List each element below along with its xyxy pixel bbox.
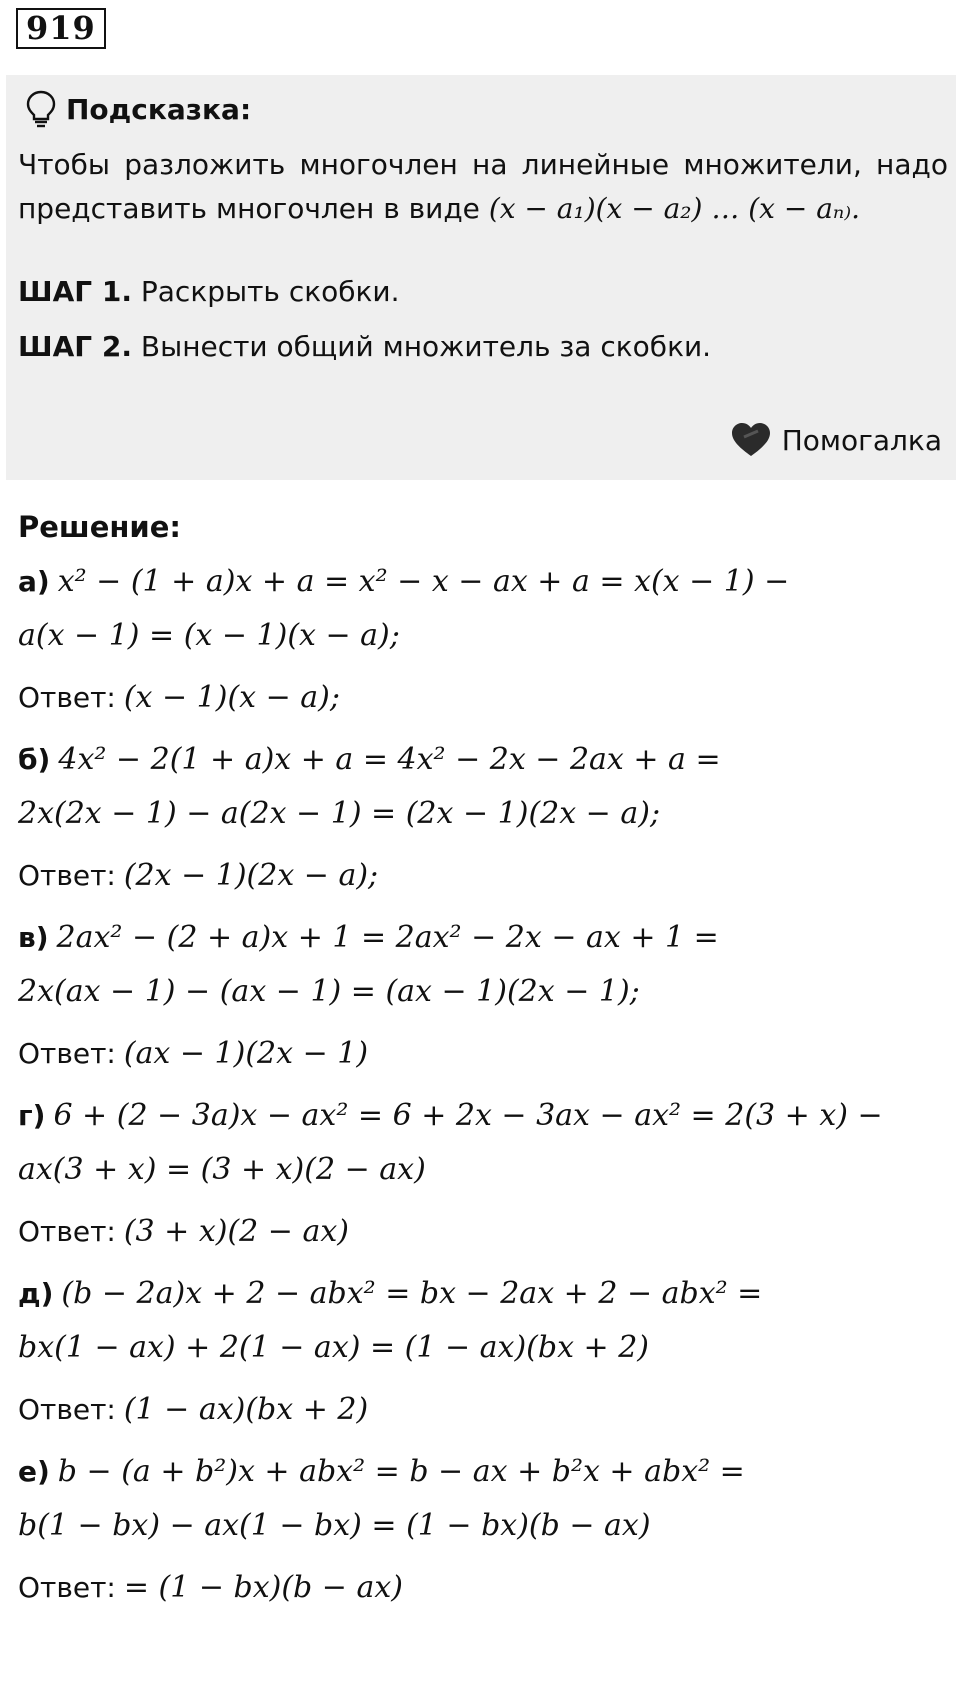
item-label: е) xyxy=(18,1455,50,1488)
solution-section xyxy=(18,505,948,1623)
item-line-2: bx(1 − ax) + 2(1 − ax) = (1 − ax)(bx + 2) xyxy=(18,1330,649,1365)
hint-header xyxy=(24,89,251,129)
answer-value: (3 + x)(2 − ax) xyxy=(123,1214,349,1249)
answer-value: (2x − 1)(2x − a); xyxy=(123,858,379,893)
hint-text-body: Чтобы разложить многочлен на линейные множители, надо представить многочлен в виде xyxy=(18,148,948,225)
item-line-2: ax(3 + x) = (3 + x)(2 − ax) xyxy=(18,1152,426,1187)
hint-formula: (x − a₁)(x − a₂) … (x − aₙ₎. xyxy=(488,192,861,225)
step-1-text: Раскрыть скобки. xyxy=(140,275,400,308)
item-line-2: b(1 − bx) − ax(1 − bx) = (1 − bx)(b − ax) xyxy=(18,1508,651,1543)
item-line-1: 2ax² − (2 + a)x + 1 = 2ax² − 2x − ax + 1 = xyxy=(56,920,719,955)
brand-link[interactable] xyxy=(730,421,942,459)
step-2-label: ШАГ 2. xyxy=(18,330,132,363)
solution-item-v xyxy=(18,911,948,1089)
hint-step-1 xyxy=(18,275,400,308)
answer-label: Ответ: xyxy=(18,1037,116,1070)
solution-item-a xyxy=(18,555,948,733)
item-line-1: x² − (1 + a)x + a = x² − x − ax + a = x(x − 1) − xyxy=(57,564,790,599)
answer-value: (x − 1)(x − a); xyxy=(123,680,340,715)
item-line-1: (b − 2a)x + 2 − abx² = bx − 2ax + 2 − abx² = xyxy=(61,1276,763,1311)
answer-value: = (1 − bx)(b − ax) xyxy=(123,1570,403,1605)
solution-item-e xyxy=(18,1445,948,1623)
item-label: в) xyxy=(18,921,49,954)
hint-text xyxy=(18,143,948,231)
problem-number: 919 xyxy=(16,8,106,49)
answer-label: Ответ: xyxy=(18,1571,116,1604)
item-label: г) xyxy=(18,1099,46,1132)
heart-icon xyxy=(730,421,772,459)
brand-name: Помогалка xyxy=(781,423,942,457)
answer-label: Ответ: xyxy=(18,681,116,714)
step-1-label: ШАГ 1. xyxy=(18,275,132,308)
answer-label: Ответ: xyxy=(18,859,116,892)
item-label: д) xyxy=(18,1277,54,1310)
solution-item-b xyxy=(18,733,948,911)
item-line-2: a(x − 1) = (x − 1)(x − a); xyxy=(18,618,400,653)
step-2-text: Вынести общий множитель за скобки. xyxy=(140,330,712,363)
answer-label: Ответ: xyxy=(18,1215,116,1248)
item-line-1: b − (a + b²)x + abx² = b − ax + b²x + abx² = xyxy=(57,1454,745,1489)
item-line-2: 2x(ax − 1) − (ax − 1) = (ax − 1)(2x − 1); xyxy=(18,974,640,1009)
lightbulb-icon xyxy=(24,89,58,129)
item-line-1: 6 + (2 − 3a)x − ax² = 6 + 2x − 3ax − ax² = 2(3 + x) − xyxy=(53,1098,883,1133)
item-label: а) xyxy=(18,565,50,598)
hint-step-2 xyxy=(18,330,711,363)
hint-panel xyxy=(6,75,956,480)
solution-item-d xyxy=(18,1267,948,1445)
solution-title: Решение: xyxy=(18,510,182,544)
answer-label: Ответ: xyxy=(18,1393,116,1426)
solution-item-g xyxy=(18,1089,948,1267)
item-line-1: 4x² − 2(1 + a)x + a = 4x² − 2x − 2ax + a = xyxy=(58,742,721,777)
item-line-2: 2x(2x − 1) − a(2x − 1) = (2x − 1)(2x − a); xyxy=(18,796,661,831)
answer-value: (1 − ax)(bx + 2) xyxy=(123,1392,369,1427)
answer-value: (ax − 1)(2x − 1) xyxy=(123,1036,369,1071)
item-label: б) xyxy=(18,743,51,776)
hint-title: Подсказка: xyxy=(66,92,252,126)
